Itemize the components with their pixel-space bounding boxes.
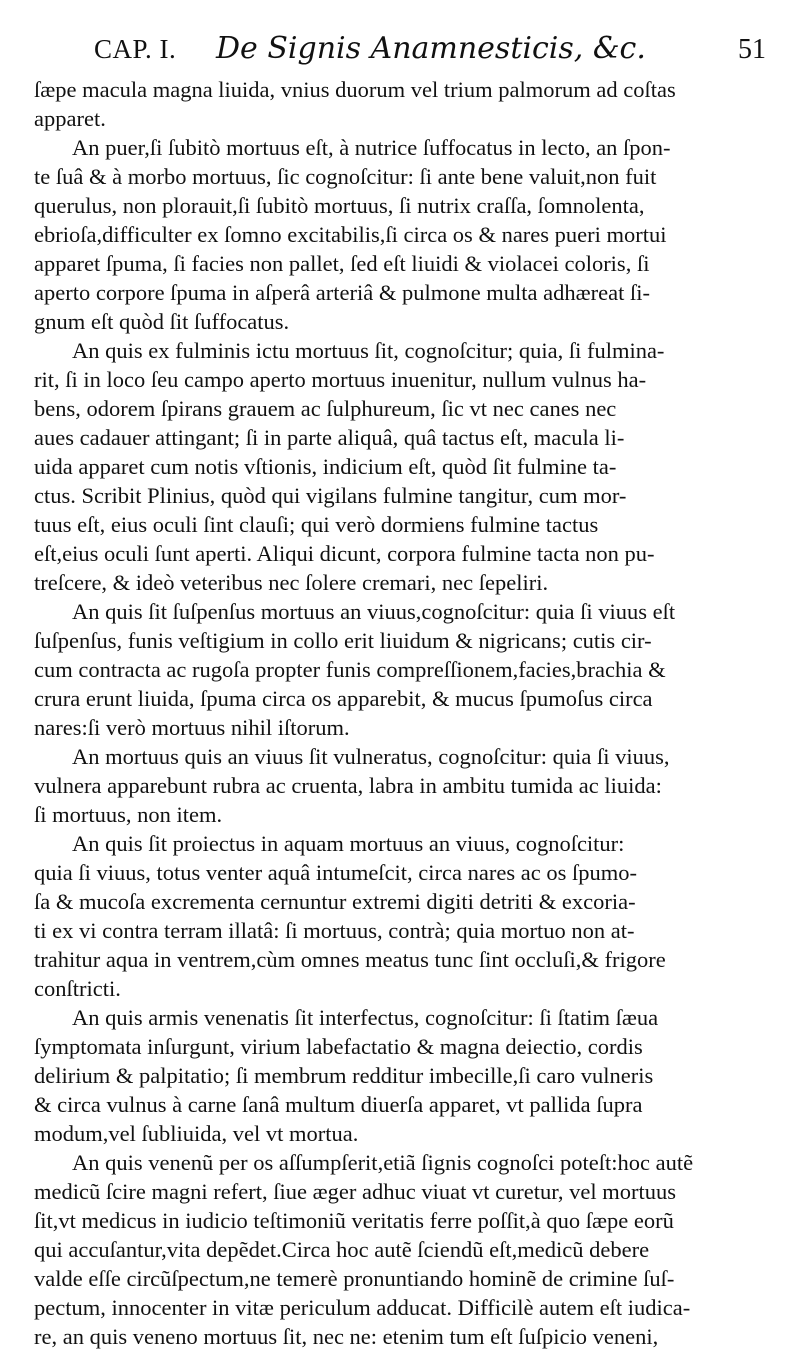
text-line: vulnera apparebunt rubra ac cruenta, labra in ambitu tumida ac liuida: bbox=[34, 773, 662, 798]
text-line: aperto corpore ſpuma in aſperâ arteriâ & pulmone multa adhæreat ſi- bbox=[34, 280, 651, 305]
text-line: pectum, innocenter in vitæ periculum adducat. Difficilè autem eſt iudica- bbox=[34, 1295, 691, 1320]
text-line: ſa & mucoſa excrementa cernuntur extremi digiti detriti & excoria- bbox=[34, 889, 636, 914]
text-line: treſcere, & ideò veteribus nec ſolere cremari, nec ſepeliri. bbox=[34, 570, 549, 595]
text-line: quia ſi viuus, totus venter aquâ intumeſcit, circa nares ac os ſpumo- bbox=[34, 860, 637, 885]
text-line: gnum eſt quòd ſit ſuffocatus. bbox=[34, 309, 290, 334]
text-line: medicũ ſcire magni refert, ſiue æger adhuc viuat vt curetur, vel mortuus bbox=[34, 1179, 676, 1204]
text-line: crura erunt liuida, ſpuma circa os apparebit, & mucus ſpumoſus circa bbox=[34, 686, 653, 711]
text-line: An quis ſit ſuſpenſus mortuus an viuus,cognoſcitur: quia ſi viuus eſt bbox=[72, 599, 676, 624]
text-line: valde eſſe circũſpectum,ne temerè pronuntiando hominẽ de crimine ſuſ- bbox=[34, 1266, 675, 1291]
text-line: & circa vulnus à carne ſanâ multum diuerſa apparet, vt pallida ſupra bbox=[34, 1092, 643, 1117]
text-line: ſi mortuus, non item. bbox=[34, 802, 223, 827]
text-line: An quis ex fulminis ictu mortuus ſit, cognoſcitur; quia, ſi fulmina- bbox=[72, 338, 665, 363]
text-line: apparet. bbox=[34, 106, 106, 131]
text-line: ſymptomata inſurgunt, virium labefactatio & magna deiectio, cordis bbox=[34, 1034, 643, 1059]
text-line: cum contracta ac rugoſa propter funis compreſſionem,facies,brachia & bbox=[34, 657, 666, 682]
text-line: re, an quis veneno mortuus ſit, nec ne: etenim tum eſt ſuſpicio veneni, bbox=[34, 1324, 659, 1349]
text-line: An quis armis venenatis ſit interfectus, cognoſcitur: ſi ſtatim ſæua bbox=[72, 1005, 659, 1030]
text-line: ctus. Scribit Plinius, quòd qui vigilans fulmine tangitur, cum mor- bbox=[34, 483, 627, 508]
text-line: uida apparet cum notis vſtionis, indicium eſt, quòd ſit fulmine ta- bbox=[34, 454, 617, 479]
text-line: modum,vel ſubliuida, vel vt mortua. bbox=[34, 1121, 359, 1146]
text-line: nares:ſi verò mortuus nihil iſtorum. bbox=[34, 715, 350, 740]
text-line: qui accuſantur,vita depẽdet.Circa hoc autẽ ſciendũ eſt,medicũ debere bbox=[34, 1237, 650, 1262]
text-line: apparet ſpuma, ſi facies non pallet, ſed eſt liuidi & violacei coloris, ſi bbox=[34, 251, 650, 276]
text-line: delirium & palpitatio; ſi membrum redditur imbecille,ſi caro vulneris bbox=[34, 1063, 654, 1088]
text-line: bens, odorem ſpirans grauem ac ſulphureum, ſic vt nec canes nec bbox=[34, 396, 617, 421]
text-line: querulus, non plorauit,ſi ſubitò mortuus, ſi nutrix craſſa, ſomnolenta, bbox=[34, 193, 645, 218]
text-line: An quis ſit proiectus in aquam mortuus an viuus, cognoſcitur: bbox=[72, 831, 625, 856]
chapter-label: CAP. I. bbox=[94, 34, 177, 64]
text-line: An mortuus quis an viuus ſit vulneratus, cognoſcitur: quia ſi viuus, bbox=[72, 744, 670, 769]
text-line: ebrioſa,difficulter ex ſomno excitabilis,ſi circa os & nares pueri mortui bbox=[34, 222, 667, 247]
text-line: te ſuâ & à morbo mortuus, ſic cognoſcitur: ſi ante bene valuit,non fuit bbox=[34, 164, 657, 189]
text-line: ſuſpenſus, funis veſtigium in collo erit liuidum & nigricans; cutis cir- bbox=[34, 628, 652, 653]
text-line: ti ex vi contra terram illatâ: ſi mortuus, contrà; quia mortuo non at- bbox=[34, 918, 635, 943]
text-line: An quis venenũ per os aſſumpſerit,etiã ſignis cognoſci poteſt:hoc autẽ bbox=[72, 1150, 694, 1175]
text-line: rit, ſi in loco ſeu campo aperto mortuus inuenitur, nullum vulnus ha- bbox=[34, 367, 647, 392]
text-line: aues cadauer attingant; ſi in parte aliquâ, quâ tactus eſt, macula li- bbox=[34, 425, 625, 450]
text-line: conſtricti. bbox=[34, 976, 121, 1001]
running-title: De Signis Anamnesticis, &c. bbox=[216, 31, 646, 66]
text-line: trahitur aqua in ventrem,cùm omnes meatus tunc ſint occluſi,& frigore bbox=[34, 947, 666, 972]
text-line: ſit,vt medicus in iudicio teſtimoniũ veritatis ferre poſſit,à quo ſæpe eorũ bbox=[34, 1208, 674, 1233]
text-line: tuus eſt, eius oculi ſint clauſi; qui verò dormiens fulmine tactus bbox=[34, 512, 599, 537]
text-line: ſæpe macula magna liuida, vnius duorum vel trium palmorum ad coſtas bbox=[34, 77, 676, 102]
text-line: eſt,eius oculi ſunt aperti. Aliqui dicunt, corpora fulmine tacta non pu- bbox=[34, 541, 655, 566]
text-line: An puer,ſi ſubitò mortuus eſt, à nutrice ſuffocatus in lecto, an ſpon- bbox=[72, 135, 671, 160]
page-number: 51 bbox=[738, 34, 766, 65]
running-header bbox=[64, 30, 766, 70]
